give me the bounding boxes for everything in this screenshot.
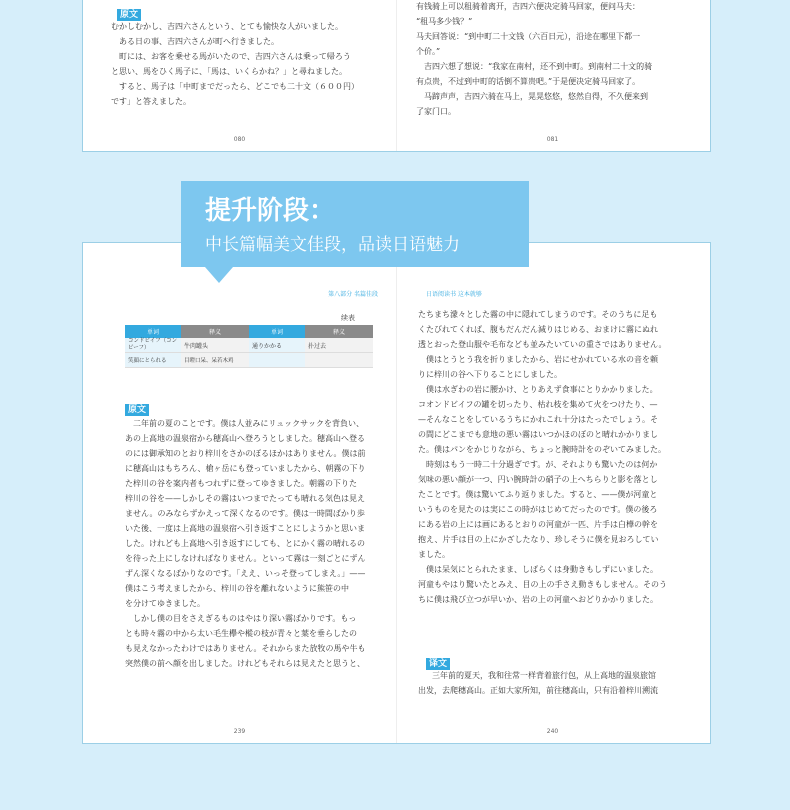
text-line: いうものを見たのは実にこの時がはじめてだったのです。僕の後ろ: [418, 505, 658, 514]
text-line: にある岩の上には画にあるとおりの河童が一匹、片手は白樺の幹を: [418, 520, 658, 529]
vocab-header: 释义: [181, 325, 249, 338]
page-number: 080: [233, 136, 246, 143]
bottom-book-spread: [82, 242, 711, 744]
page-081: [396, 0, 709, 151]
text-line: 僕はこう考えましたから、梓川の谷を離れないように熊笹の中: [125, 584, 349, 593]
text-line: 吉四六想了想说：“我家在南村，还不到中町。到南村二十文的骑: [424, 62, 653, 71]
page-080-text: [111, 19, 359, 109]
vocab-header: 释义: [305, 325, 373, 338]
text-line: 気味の悪い顔が一つ、円い腕時計の硝子の上へちらりと影を落とし: [418, 475, 658, 484]
text-line: しかし僕の目をさえぎるものはやはり深い霧ばかりです。もっ: [133, 614, 357, 623]
text-line: です」と答えました。: [111, 97, 191, 106]
banner-pointer: [205, 267, 233, 283]
page-239-text: [125, 416, 365, 671]
vocabulary-table: [125, 325, 373, 368]
banner-subtitle: 中长篇幅美文佳段，品读日语魅力: [205, 235, 460, 255]
text-line: 马蹄声声，吉四六骑在马上，晃晃悠悠，悠然自得，不久便来到: [424, 92, 648, 101]
text-line: に穂高山はもちろん、槍ヶ岳にも登っていましたから、朝霧の下り: [125, 464, 366, 473]
text-line: 个价。”: [416, 47, 441, 56]
banner-title: 提升阶段：: [205, 196, 336, 226]
text-line: 時刻はもう一時二十分過ぎです。が、それよりも驚いたのは何か: [426, 460, 658, 469]
vocab-header: 单词: [125, 325, 181, 338]
text-line: —そんなことをしているうちにかれこれ十分はたったでしょう。そ: [418, 415, 658, 424]
vocab-meaning: 目瞪口呆、呆若木鸡: [181, 353, 249, 368]
page-number: 239: [233, 728, 246, 735]
running-head: 日语阅读书 这本就够: [426, 291, 482, 298]
vocab-word: 通りかかる: [249, 338, 305, 353]
text-line: 町には、お客を乗せる馬がいたので、吉四六さんは乗って帰ろう: [119, 52, 351, 61]
text-line: ずん深くなるばかりなのです。「ええ、いっそ登ってしまえ。」——: [125, 569, 366, 578]
text-line: 有点贵，不过到中町的话倒不算贵吧。”于是便决定骑马回家了。: [416, 77, 641, 86]
text-line: 三年前的夏天，我和往常一样背着旅行包，从上高地的温泉旅馆: [432, 671, 656, 680]
page-080: [83, 0, 396, 151]
page-number: 240: [546, 728, 559, 735]
text-line: りに梓川の谷へ下りることにしました。: [418, 370, 562, 379]
translation-tag: 译文: [426, 651, 450, 670]
text-line: とも時々霧の中から太い毛生欅や樅の枝が青々と葉を垂らしたの: [125, 629, 357, 638]
text-line: 出发，去爬穗高山。正如大家所知，前往穗高山，只有沿着梓川溯流: [418, 686, 658, 695]
text-line: たことです。僕は驚いてふり返りました。すると、——僕が河童と: [418, 490, 658, 499]
page-081-text: [416, 0, 652, 119]
text-line: を待った上にしなければなりません。といって霧は一刻ごとにずん: [125, 554, 366, 563]
text-line: ません。のみならずかえって深くなるのです。僕は一時間ばかり歩: [125, 509, 365, 518]
vocab-meaning: 牛肉罐头: [181, 338, 249, 353]
text-line: 有钱骑上可以租骑着离开，吉四六便决定骑马回家，便问马夫：: [416, 2, 640, 11]
vocab-row: [125, 338, 373, 353]
text-line: コオンドビイフの罐を切ったり、枯れ枝を集めて火をつけたり、—: [418, 400, 658, 409]
text-line: 抱え、片手は目の上にかざしたなり、珍しそうに僕を見おろしてい: [418, 535, 659, 544]
vocab-word: [249, 353, 305, 368]
vocab-header-row: [125, 325, 373, 338]
text-line: 了家门口。: [416, 107, 456, 116]
text-line: も見えなかったわけではありません。それからまた放牧の馬や牛も: [125, 644, 366, 653]
text-line: のには御承知のとおり梓川をさかのぼるほかはありません。僕は前: [125, 449, 366, 458]
vocab-meaning: 扑过去: [305, 338, 373, 353]
text-line: くたびれてくれば、腹もだんだん減りはじめる、おまけに霧にぬれ: [418, 325, 658, 334]
text-line: 河童もやはり驚いたとみえ、目の上の手さえ動きもしません。そのう: [418, 580, 667, 589]
text-line: すると、馬子は「中町までだったら、どこでも二十文（６００円）: [119, 82, 359, 91]
vocab-header: 单词: [249, 325, 305, 338]
running-head: 第八部分 名篇佳段: [328, 291, 378, 298]
vocab-word: 笑顔にとられる: [125, 353, 181, 368]
text-line: 僕は呆気にとられたまま、しばらくは身動きもしずにいました。: [426, 565, 658, 574]
translation-text: [418, 668, 658, 698]
text-line: あの上高地の温泉宿から穂高山へ登ろうとしました。穂高山へ登る: [125, 434, 365, 443]
text-line: の間にどこまでも意地の悪い霧はいつかほのぼのと晴れかかりまし: [418, 430, 658, 439]
text-line: ある日の事、吉四六さんが町へ行きました。: [119, 37, 279, 46]
text-line: した。けれども上高地へ引き返すにしても、とにかく霧の晴れるの: [125, 539, 365, 548]
top-book-spread: [82, 0, 711, 152]
text-line: 二年前の夏のことです。僕は人並みにリュックサックを背負い、: [133, 419, 364, 428]
vocab-row: [125, 353, 373, 368]
original-text-tag: 原文: [125, 397, 149, 416]
text-line: ちに僕は飛び立つが早いか、岩の上の河童へおどりかかりました。: [418, 595, 658, 604]
text-line: 僕は水ぎわの岩に腰かけ、とりあえず食事にとりかかりました。: [426, 385, 658, 394]
text-line: いた後、一度は上高地の温泉宿へ引き返すことにしようかと思いま: [125, 524, 365, 533]
vocab-word: コンドビイフ（コンビーフ）: [125, 338, 181, 353]
text-line: た梓川の谷を案内者もつれずに登ってゆきました。朝霧の下りた: [125, 479, 357, 488]
text-line: ました。: [418, 550, 450, 559]
text-line: と思い、馬をひく馬子に、「馬は、いくらかね？」と尋ねました。: [111, 67, 347, 76]
text-line: た。僕はパンをかじりながら、ちょっと腕時計をのぞいてみました。: [418, 445, 666, 454]
text-line: 梓川の谷を——しかしその霧はいつまでたっても晴れる気色は見え: [125, 494, 365, 503]
text-line: 透とおった登山服や毛布なども並みたいていの重さではありません。: [418, 340, 667, 349]
vocab-meaning: [305, 353, 373, 368]
text-line: “租马多少钱？”: [416, 17, 473, 26]
page-240-text: [418, 307, 667, 607]
text-line: むかしむかし、吉四六さんという、とても愉快な人がいました。: [111, 22, 343, 31]
text-line: を分けてゆきました。: [125, 599, 205, 608]
text-line: たちまち濛々とした霧の中に隠れてしまうのです。そのうちに足も: [418, 310, 658, 319]
text-line: 马夫回答说：“到中町二十文钱（六百日元），沿途在哪里下都一: [416, 32, 641, 41]
text-line: 僕はとうとう我を折りましたから、岩にせかれている水の音を頼: [426, 355, 658, 364]
continued-label: 续表: [341, 314, 355, 322]
page-239: [83, 243, 396, 743]
text-line: 突然僕の前へ顔を出しました。けれどもそれらは見えたと思うと、: [125, 659, 365, 668]
original-text-tag: 原文: [117, 2, 141, 21]
page-number: 081: [546, 136, 559, 143]
page-240: [396, 243, 709, 743]
